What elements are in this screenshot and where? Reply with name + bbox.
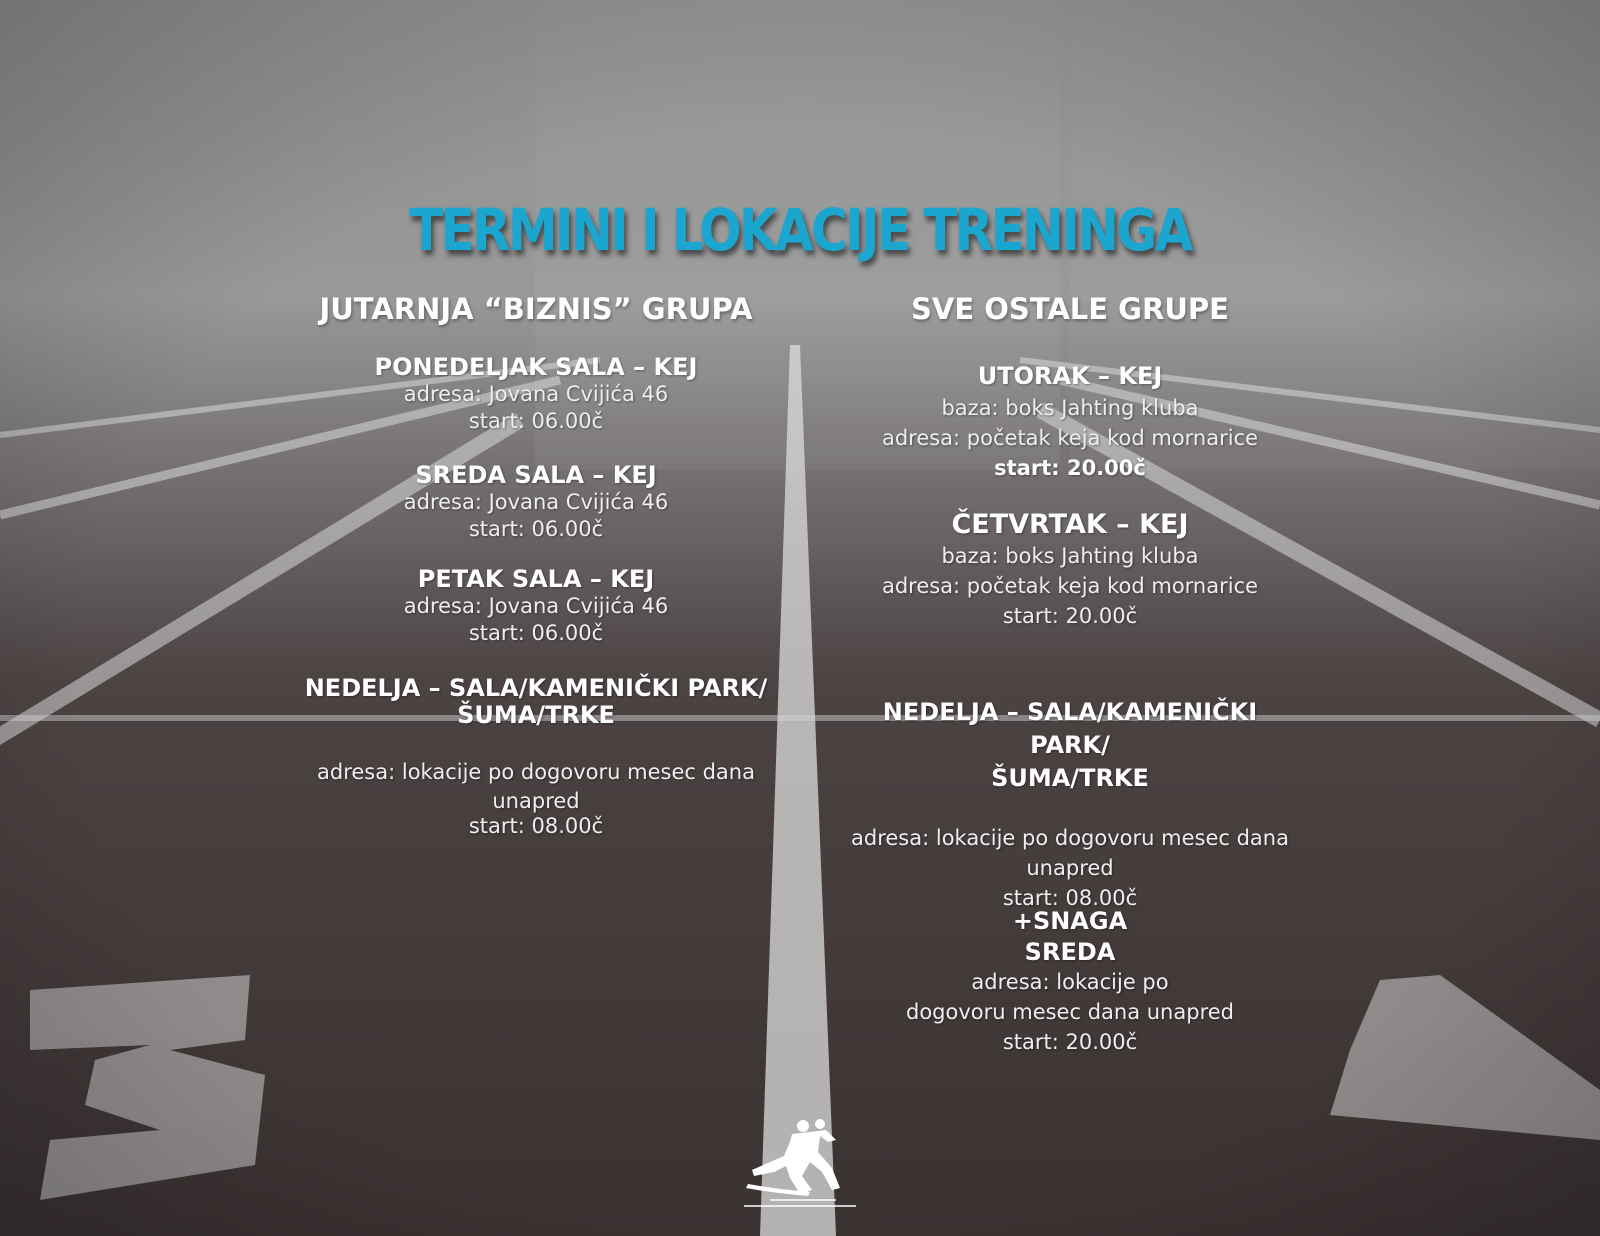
- session-monday: [300, 354, 772, 435]
- session-start: start: 08.00č: [1002, 886, 1138, 910]
- session-strength: [840, 906, 1300, 1057]
- session-friday: [300, 566, 772, 647]
- session-address: dogovoru mesec dana unapred: [905, 1000, 1234, 1024]
- session-start: start: 20.00č: [1002, 604, 1138, 628]
- session-address: adresa: Jovana Cvijića 46: [403, 490, 669, 514]
- session-sunday: [300, 675, 772, 837]
- left-column-heading: JUTARNJA “BIZNIS” GRUPA: [319, 292, 753, 326]
- session-tuesday: [840, 360, 1300, 483]
- session-base: baza: boks Jahting kluba: [941, 544, 1199, 568]
- session-address: adresa: početak keja kod mornarice: [881, 426, 1259, 450]
- session-day: ŠUMA/TRKE: [991, 764, 1149, 792]
- right-column: [840, 0, 1300, 1236]
- session-thursday: [840, 508, 1300, 631]
- session-sunday: [840, 696, 1300, 913]
- session-day: NEDELJA – SALA/KAMENIČKI PARK/: [304, 674, 768, 702]
- session-start: start: 06.00č: [468, 409, 604, 433]
- session-start: start: 06.00č: [468, 621, 604, 645]
- session-address: adresa: Jovana Cvijića 46: [403, 594, 669, 618]
- session-start: start: 20.00č: [994, 456, 1146, 480]
- session-start: start: 08.00č: [468, 814, 604, 838]
- session-day: ŠUMA/TRKE: [457, 701, 615, 729]
- session-start: start: 20.00č: [1002, 1030, 1138, 1054]
- session-address: adresa: lokacije po dogovoru mesec dana: [317, 760, 755, 784]
- page-title: TERMINI I LOKACIJE TRENINGA: [409, 196, 1191, 264]
- session-address: unapred: [492, 789, 580, 813]
- right-column-heading: SVE OSTALE GRUPE: [911, 292, 1229, 326]
- session-day: PETAK SALA – KEJ: [417, 565, 655, 593]
- session-address: adresa: Jovana Cvijića 46: [403, 382, 669, 406]
- session-start: start: 06.00č: [468, 517, 604, 541]
- session-address: adresa: početak keja kod mornarice: [881, 574, 1259, 598]
- session-day: SREDA SALA – KEJ: [415, 461, 657, 489]
- session-day: +SNAGA: [1012, 907, 1128, 935]
- session-day: UTORAK – KEJ: [977, 362, 1163, 390]
- session-wednesday: [300, 462, 772, 543]
- session-address: adresa: lokacije po: [971, 970, 1169, 994]
- session-day: NEDELJA – SALA/KAMENIČKI PARK/: [882, 698, 1258, 759]
- session-day: PONEDELJAK SALA – KEJ: [374, 353, 698, 381]
- session-address: unapred: [1026, 856, 1114, 880]
- left-column: [300, 0, 772, 1236]
- runner-logo-icon: [740, 1118, 860, 1210]
- session-base: baza: boks Jahting kluba: [941, 396, 1199, 420]
- session-day: ČETVRTAK – KEJ: [951, 509, 1189, 540]
- session-address: adresa: lokacije po dogovoru mesec dana: [851, 826, 1289, 850]
- session-day: SREDA: [1024, 938, 1116, 966]
